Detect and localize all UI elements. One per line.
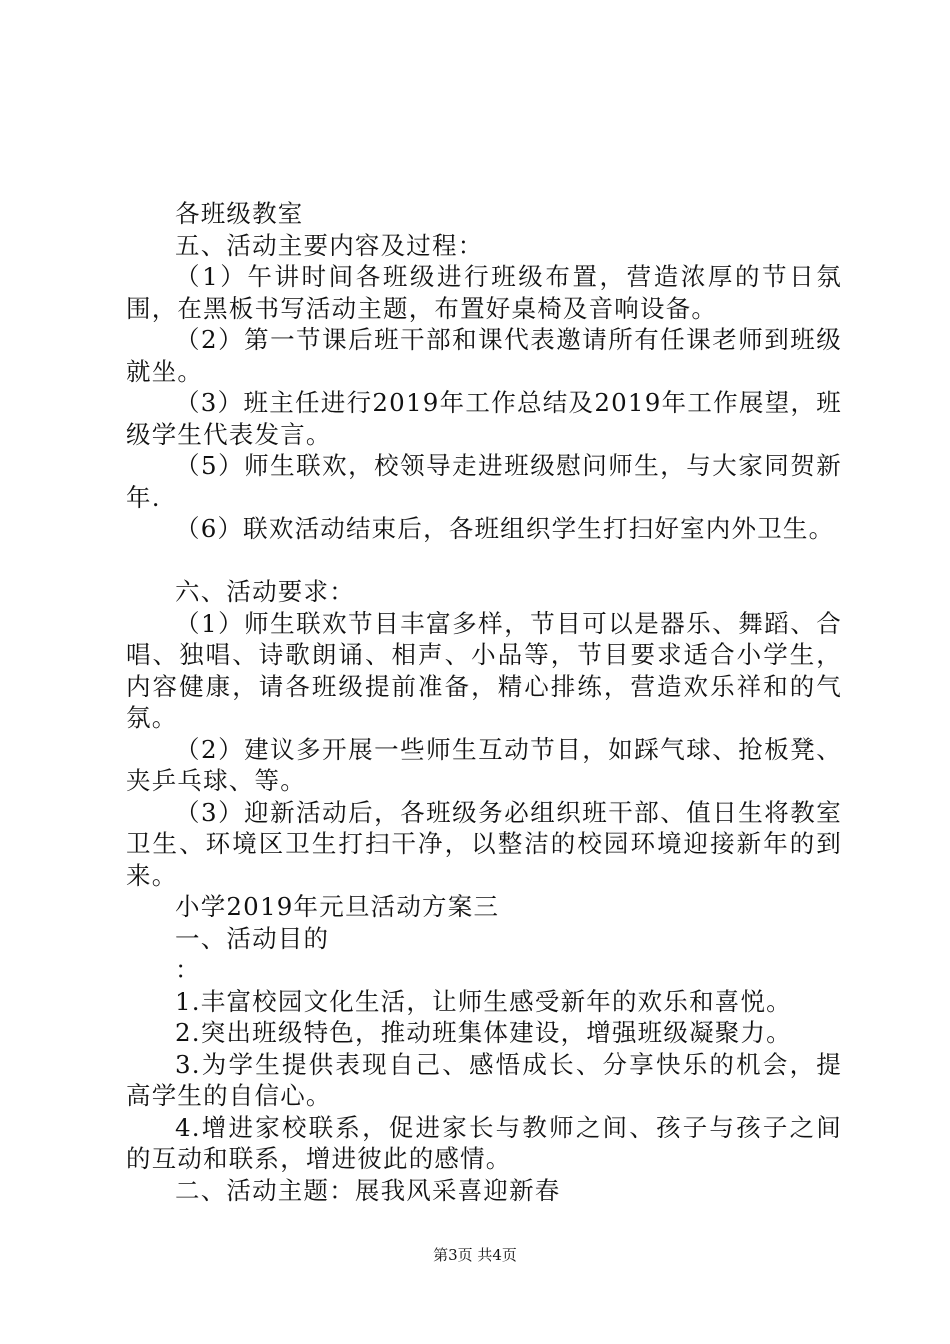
paragraph-process-2: （2）第一节课后班干部和课代表邀请所有任课老师到班级就坐。 xyxy=(126,325,842,386)
document-body xyxy=(126,198,842,1206)
paragraph-process-3: （3）班主任进行2019年工作总结及2019年工作展望，班级学生代表发言。 xyxy=(126,388,842,449)
heading-section-6: 六、活动要求： xyxy=(175,577,355,606)
paragraph-spacer xyxy=(126,545,842,577)
plan-title: 小学2019年元旦活动方案三 xyxy=(175,892,500,921)
paragraph-process-5: （5）师生联欢，校领导走进班级慰问师生，与大家同贺新年. xyxy=(126,451,842,512)
paragraph-colon: ： xyxy=(175,955,201,984)
paragraph-purpose-4: 4.增进家校联系，促进家长与教师之间、孩子与孩子之间的互动和联系，增进彼此的感情。 xyxy=(126,1112,842,1173)
heading-theme: 二、活动主题：展我风采喜迎新春 xyxy=(175,1175,561,1205)
paragraph-purpose-2: 2.突出班级特色，推动班集体建设，增强班级凝聚力。 xyxy=(175,1018,792,1047)
paragraph-requirement-1: （1）师生联欢节目丰富多样，节目可以是器乐、舞蹈、合唱、独唱、诗歌朗诵、相声、小品等，节目要求适合小学生，内容健康，请各班级提前准备，精心排练，营造欢乐祥和的气氛。 xyxy=(126,608,842,732)
heading-purpose: 一、活动目的 xyxy=(175,923,330,953)
paragraph-purpose-1: 1.丰富校园文化生活，让师生感受新年的欢乐和喜悦。 xyxy=(175,986,792,1016)
page-number-footer: 第3页 共4页 xyxy=(433,1246,517,1264)
paragraph-process-6: （6）联欢活动结束后，各班组织学生打扫好室内外卫生。 xyxy=(175,514,835,543)
heading-section-5: 五、活动主要内容及过程： xyxy=(175,230,484,260)
paragraph-process-1: （1）午讲时间各班级进行班级布置，营造浓厚的节日氛围，在黑板书写活动主题，布置好桌椅及音响设备。 xyxy=(126,262,842,323)
paragraph-venue: 各班级教室 xyxy=(175,199,304,228)
paragraph-requirement-2: （2）建议多开展一些师生互动节目，如踩气球、抢板凳、夹乒乓球、等。 xyxy=(126,734,842,795)
paragraph-purpose-3: 3.为学生提供表现自己、感悟成长、分享快乐的机会，提高学生的自信心。 xyxy=(126,1049,842,1110)
paragraph-requirement-3: （3）迎新活动后，各班级务必组织班干部、值日生将教室卫生、环境区卫生打扫干净，以整洁的校园环境迎接新年的到来。 xyxy=(126,797,842,890)
